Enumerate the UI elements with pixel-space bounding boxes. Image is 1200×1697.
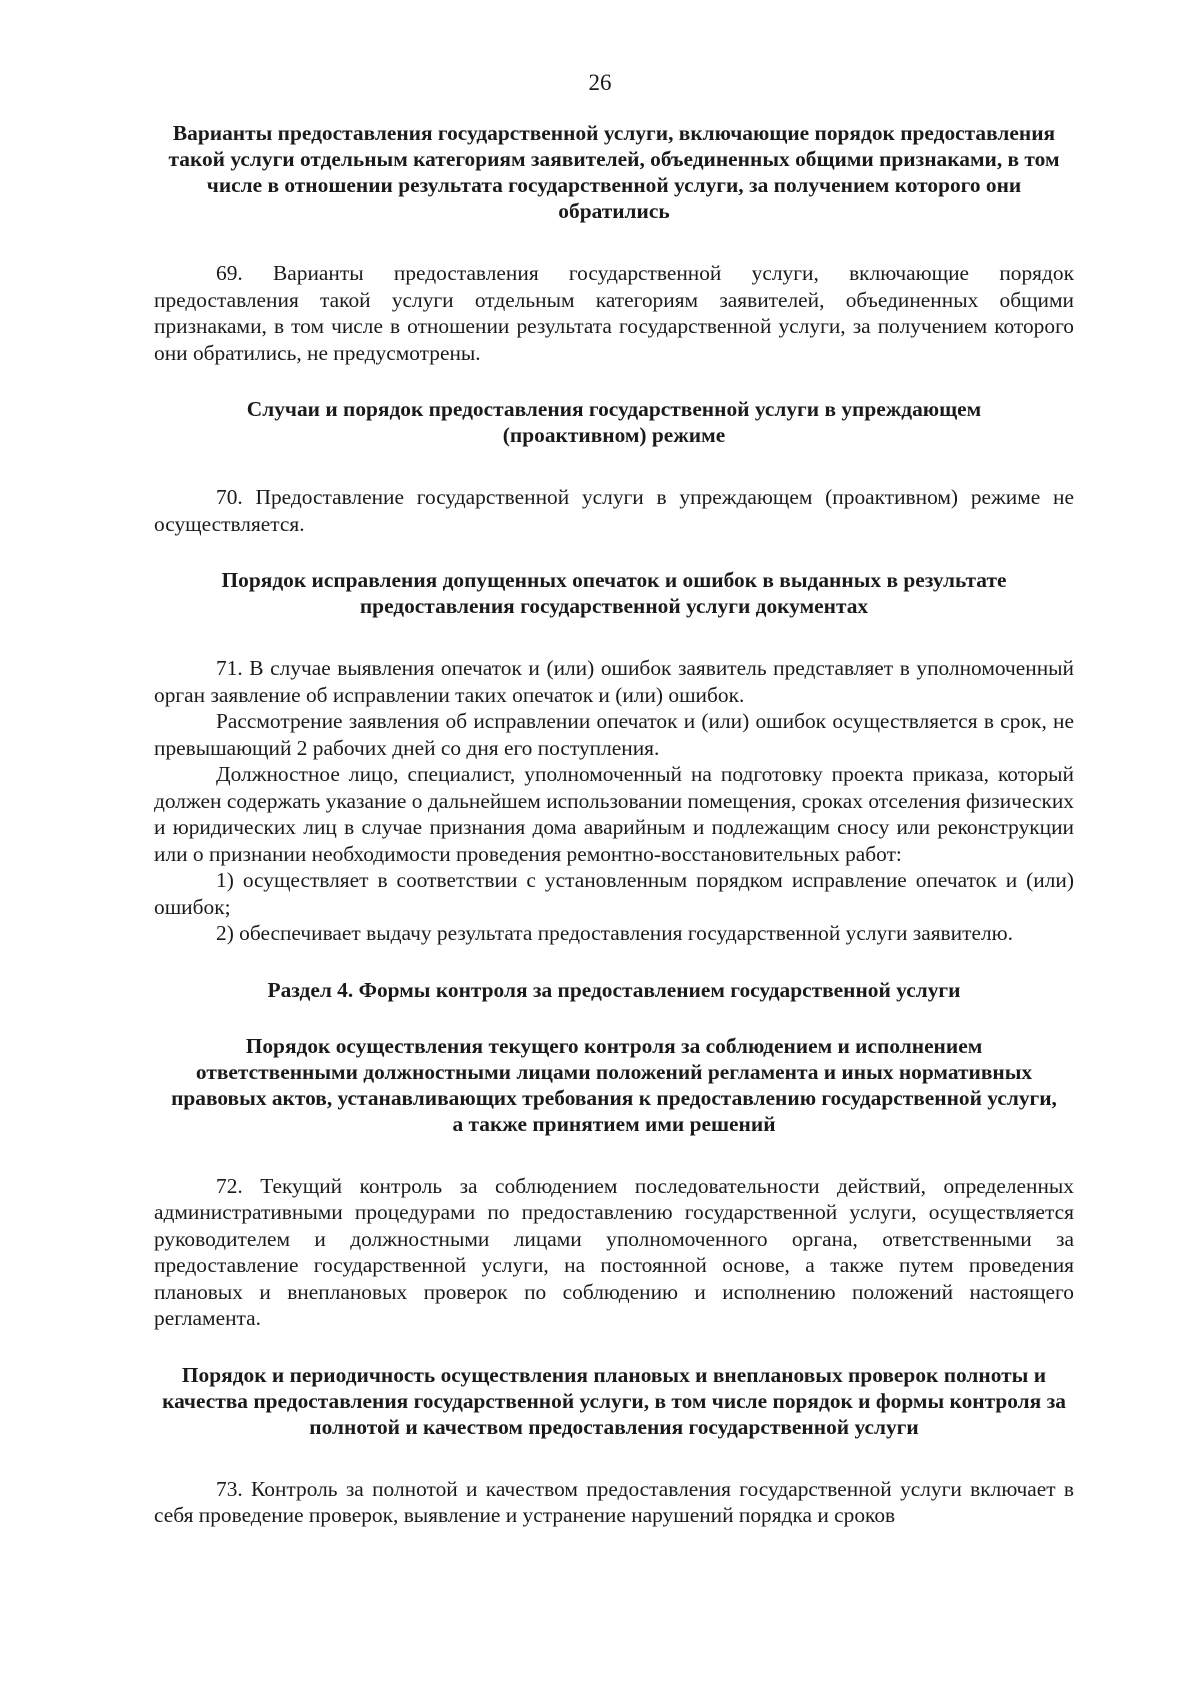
- paragraph-71-item-1: 1) осуществляет в соответствии с установленным порядком исправление опечаток и (или) ошибок;: [154, 868, 1074, 919]
- paragraph-71-item-2: 2) обеспечивает выдачу результата предоставления государственной услуги заявителю.: [216, 921, 1013, 945]
- section-heading-variants: Варианты предоставления государственной услуги, включающие порядок предоставления такой услуги отдельным категориям заявителей, объединенных общими признаками, в том числе в отношении результата государственной услуги, за получением которого они обратились: [168, 121, 1060, 223]
- paragraph-72: 72. Текущий контроль за соблюдением последовательности действий, определенных административными процедурами по предоставлению государственной услуги, осуществляется руководителем и должностными лицами уполномоченного органа, ответственными за предоставление государственной услуги, на постоянной основе, а также путем проведения плановых и внеплановых проверок по соблюдению и исполнению положений настоящего регламента.: [154, 1173, 1074, 1330]
- page-number: 26: [588, 70, 612, 95]
- paragraph-71-official: Должностное лицо, специалист, уполномоченный на подготовку проекта приказа, который должен содержать указание о дальнейшем использовании помещения, сроках отселения физических и юридических лиц в случае признания дома аварийным и подлежащим сносу или реконструкции или о признании необходимости проведения ремонтно-восстановительных работ:: [154, 762, 1074, 866]
- section-heading-proactive: Случаи и порядок предоставления государственной услуги в упреждающем (проактивном) режиме: [246, 397, 982, 447]
- section-heading-part-4: Раздел 4. Формы контроля за предоставлением государственной услуги: [267, 977, 961, 1002]
- paragraph-70: 70. Предоставление государственной услуги в упреждающем (проактивном) режиме не осуществляется.: [154, 485, 1074, 536]
- paragraph-71-intro: 71. В случае выявления опечаток и (или) ошибок заявитель представляет в уполномоченный орган заявление об исправлении таких опечаток и (или) ошибок.: [154, 656, 1074, 707]
- section-heading-corrections: Порядок исправления допущенных опечаток и ошибок в выданных в результате предоставления государственной услуги документах: [221, 568, 1007, 618]
- section-heading-current-control: Порядок осуществления текущего контроля за соблюдением и исполнением ответственными должностными лицами положений регламента и иных нормативных правовых актов, устанавливающих требования к предоставлению государственной услуги, а также принятием ими решений: [171, 1033, 1057, 1136]
- paragraph-73: 73. Контроль за полнотой и качеством предоставления государственной услуги включает в себя проведение проверок, выявление и устранение нарушений порядка и сроков: [154, 1476, 1074, 1527]
- paragraph-69: 69. Варианты предоставления государственной услуги, включающие порядок предоставления такой услуги отдельным категориям заявителей, объединенных общими признаками, в том числе в отношении результата государственной услуги, за получением которого они обратились, не предусмотрены.: [154, 261, 1074, 365]
- paragraph-71-review: Рассмотрение заявления об исправлении опечаток и (или) ошибок осуществляется в срок, не превышающий 2 рабочих дней со дня его поступления.: [154, 709, 1074, 760]
- document-body: [154, 120, 1074, 1529]
- section-heading-inspections: Порядок и периодичность осуществления плановых и внеплановых проверок полноты и качества предоставления государственной услуги, в том числе порядок и формы контроля за полнотой и качеством предоставления государственной услуги: [162, 1362, 1066, 1439]
